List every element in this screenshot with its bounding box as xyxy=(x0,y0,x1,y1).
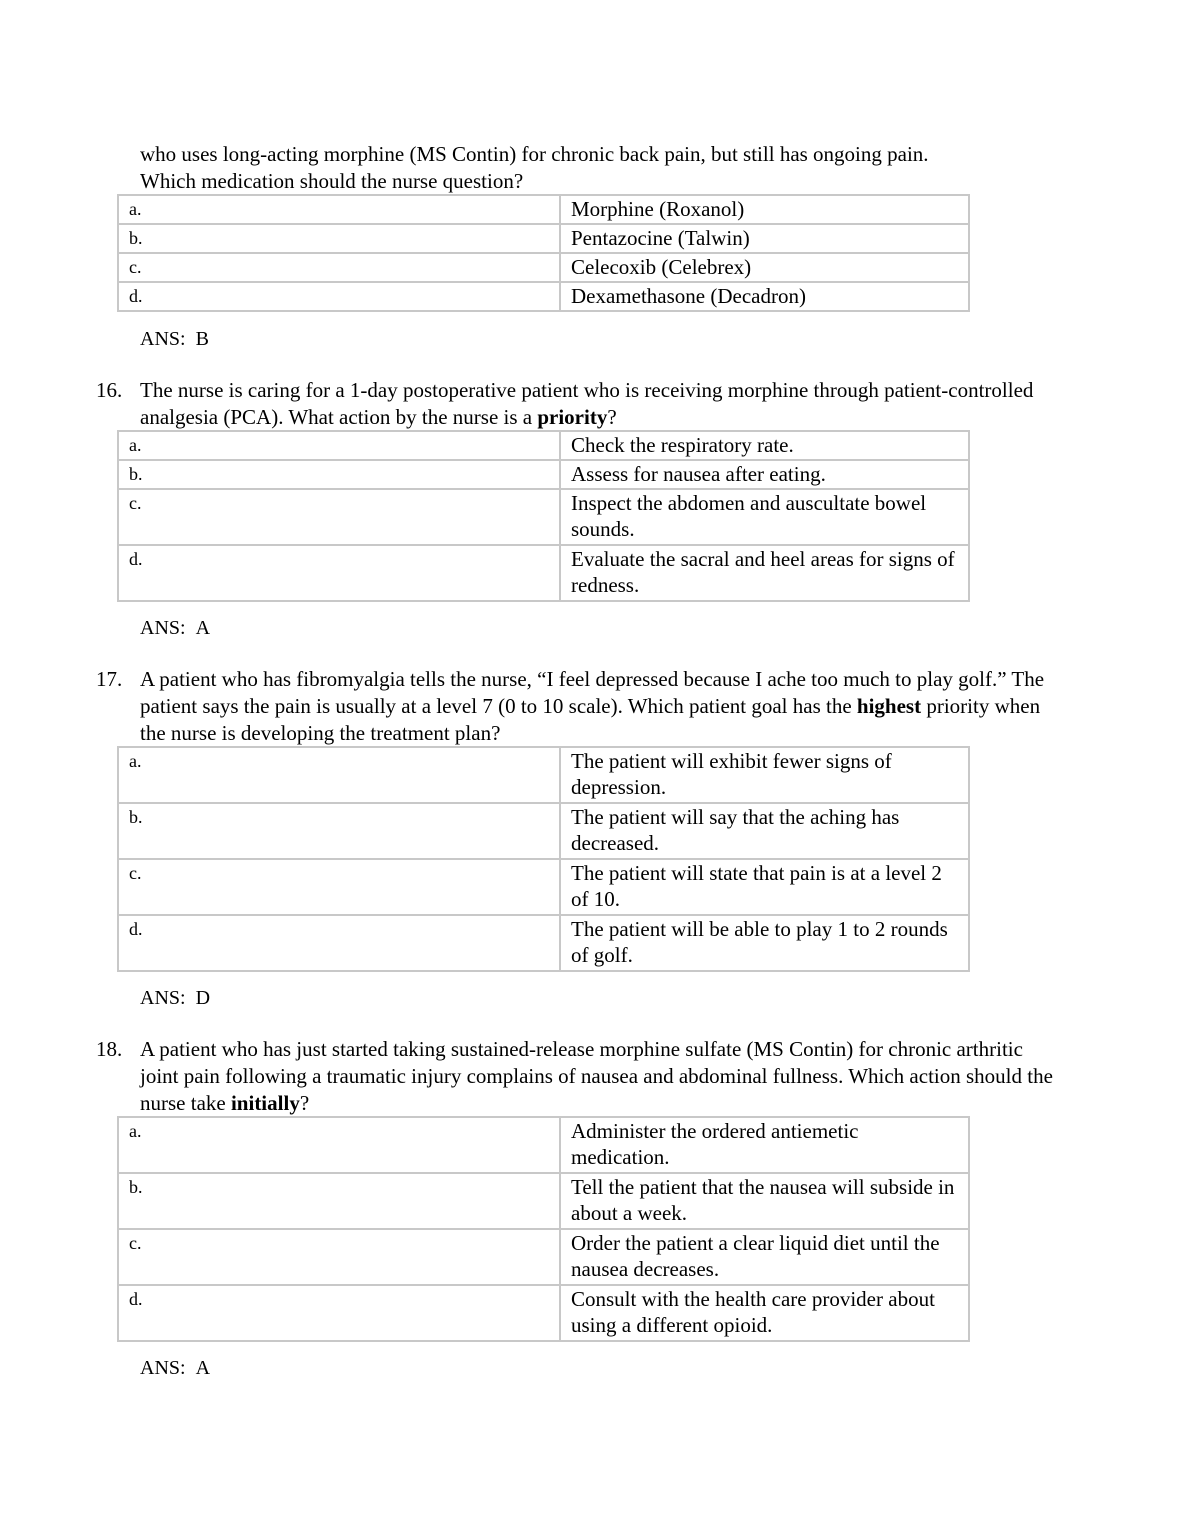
question-15-options xyxy=(117,194,970,312)
answer-value: A xyxy=(195,617,211,639)
answer-value: B xyxy=(195,328,209,350)
option-row xyxy=(118,1173,969,1229)
stem-text: ? xyxy=(299,1091,310,1115)
option-text: Consult with the health care provider about using a different opioid. xyxy=(560,1285,969,1341)
option-letter: c. xyxy=(118,253,560,282)
option-text: Tell the patient that the nausea will subside in about a week. xyxy=(560,1173,969,1229)
answer-label: ANS: xyxy=(140,1357,186,1379)
option-letter: a. xyxy=(118,1117,560,1173)
stem-line: Which medication should the nurse question? xyxy=(140,169,524,193)
answer-label: ANS: xyxy=(140,987,186,1009)
question-17-stem xyxy=(140,666,1060,747)
stem-emphasis: highest xyxy=(856,694,922,718)
answer-label: ANS: xyxy=(140,617,186,639)
stem-text: A patient who has just started taking sustained-release morphine sulfate (MS Contin) for chronic arthritic joint pain following a traumatic injury complains of nausea and abdominal fullness. Which action should the nurse take xyxy=(140,1037,1053,1115)
answer-value: A xyxy=(195,1357,211,1379)
option-letter: a. xyxy=(118,431,560,460)
option-row xyxy=(118,915,969,971)
option-row xyxy=(118,431,969,460)
option-row xyxy=(118,282,969,311)
option-letter: d. xyxy=(118,282,560,311)
option-text: Inspect the abdomen and auscultate bowel sounds. xyxy=(560,489,969,545)
option-letter: d. xyxy=(118,1285,560,1341)
option-letter: a. xyxy=(118,747,560,803)
answer-16 xyxy=(140,615,210,641)
option-row xyxy=(118,1117,969,1173)
stem-text: The nurse is caring for a 1-day postoperative patient who is receiving morphine through patient-controlled analgesia (PCA). What action by the nurse is a xyxy=(140,378,1034,429)
answer-label: ANS: xyxy=(140,328,186,350)
option-text: Dexamethasone (Decadron) xyxy=(560,282,969,311)
stem-emphasis: priority xyxy=(537,405,608,429)
option-letter: a. xyxy=(118,195,560,224)
question-18-options xyxy=(117,1116,970,1342)
question-16-stem xyxy=(140,377,1060,431)
stem-line: who uses long-acting morphine (MS Contin) for chronic back pain, but still has ongoing pain. xyxy=(140,142,929,166)
option-row xyxy=(118,747,969,803)
option-letter: b. xyxy=(118,803,560,859)
option-row xyxy=(118,1229,969,1285)
answer-17 xyxy=(140,985,210,1011)
question-18-number: 18. xyxy=(96,1037,123,1061)
stem-emphasis: initially xyxy=(230,1091,300,1115)
option-text: Pentazocine (Talwin) xyxy=(560,224,969,253)
option-letter: c. xyxy=(118,1229,560,1285)
option-letter: b. xyxy=(118,1173,560,1229)
answer-value: D xyxy=(195,987,211,1009)
question-15-stem xyxy=(140,141,1060,195)
option-text: Administer the ordered antiemetic medication. xyxy=(560,1117,969,1173)
option-row xyxy=(118,489,969,545)
option-letter: d. xyxy=(118,545,560,601)
option-text: Celecoxib (Celebrex) xyxy=(560,253,969,282)
option-text: The patient will exhibit fewer signs of depression. xyxy=(560,747,969,803)
question-17-options xyxy=(117,746,970,972)
option-letter: c. xyxy=(118,859,560,915)
option-text: Check the respiratory rate. xyxy=(560,431,969,460)
question-18-stem xyxy=(140,1036,1060,1117)
stem-text: A patient who has fibromyalgia tells the nurse, “I feel depressed because I ache too much to play golf.” The patient says the pain is usually at a level 7 (0 to 10 scale). Which patient goal has the xyxy=(140,667,1045,718)
option-row xyxy=(118,1285,969,1341)
option-letter: b. xyxy=(118,460,560,489)
question-16-number: 16. xyxy=(96,378,123,402)
stem-text: priority when the nurse is developing the treatment plan? xyxy=(140,694,1041,745)
option-row xyxy=(118,195,969,224)
answer-18 xyxy=(140,1355,210,1381)
question-16-options xyxy=(117,430,970,602)
option-text: Assess for nausea after eating. xyxy=(560,460,969,489)
question-17-number: 17. xyxy=(96,667,123,691)
option-text: The patient will say that the aching has decreased. xyxy=(560,803,969,859)
option-letter: c. xyxy=(118,489,560,545)
option-row xyxy=(118,224,969,253)
option-row xyxy=(118,253,969,282)
option-text: Order the patient a clear liquid diet until the nausea decreases. xyxy=(560,1229,969,1285)
option-row xyxy=(118,545,969,601)
option-text: The patient will state that pain is at a level 2 of 10. xyxy=(560,859,969,915)
stem-text: ? xyxy=(607,405,617,429)
answer-15 xyxy=(140,326,209,352)
option-row xyxy=(118,859,969,915)
option-text: Evaluate the sacral and heel areas for signs of redness. xyxy=(560,545,969,601)
option-letter: b. xyxy=(118,224,560,253)
option-letter: d. xyxy=(118,915,560,971)
option-row xyxy=(118,460,969,489)
option-text: Morphine (Roxanol) xyxy=(560,195,969,224)
option-text: The patient will be able to play 1 to 2 rounds of golf. xyxy=(560,915,969,971)
option-row xyxy=(118,803,969,859)
